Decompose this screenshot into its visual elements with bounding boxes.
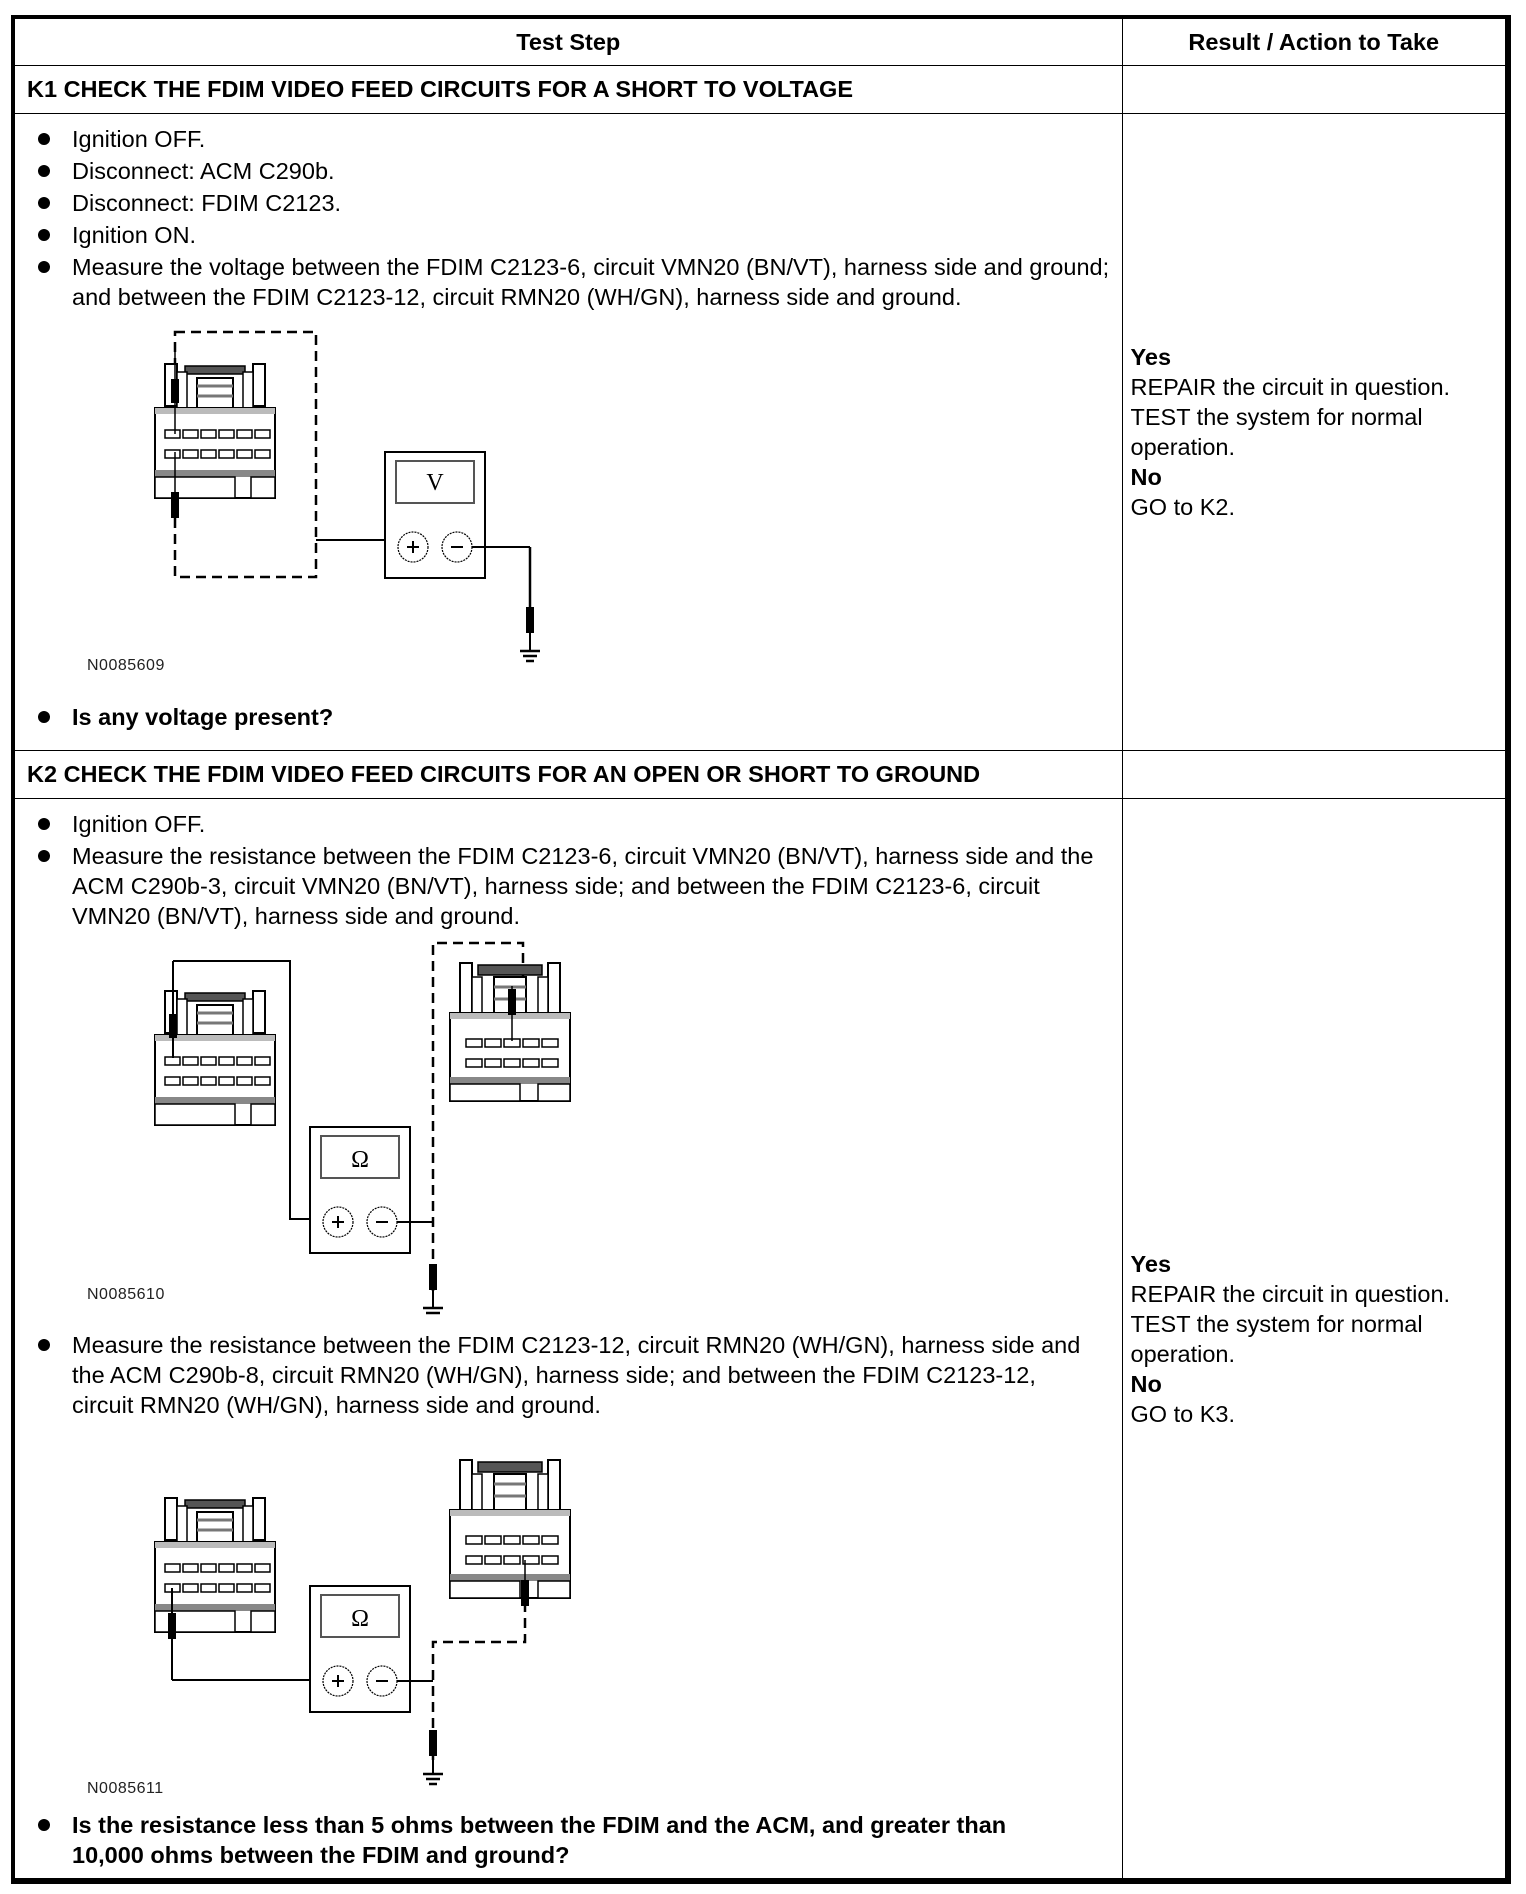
question-item: Is the resistance less than 5 ohms between the FDIM and the ACM, and greater than 10,000 ohms between the FDIM and ground?: [15, 1810, 1122, 1870]
result-no-label: No: [1130, 1370, 1162, 1397]
instruction-item: Measure the resistance between the FDIM C2123-6, circuit VMN20 (BN/VT), harness side and the ACM C290b-3, circuit VMN20 (BN/VT), harness side; and between the FDIM C2123-6, circuit VMN20 (BN/VT), harness side and ground.: [15, 841, 1122, 931]
step-k1-body: [15, 114, 1122, 751]
result-no-label: No: [1130, 464, 1162, 490]
step-k1-body-row: [15, 114, 1505, 751]
instruction-item: Ignition OFF.: [15, 809, 1122, 839]
result-yes-label: Yes: [1130, 344, 1172, 370]
diagnostic-test-table: [11, 15, 1511, 1884]
ground-icon: [423, 1730, 443, 1784]
step-k1-title-result-blank: [1122, 66, 1505, 114]
instruction-item: Disconnect: ACM C290b.: [15, 156, 1122, 186]
instruction-item: Measure the resistance between the FDIM C2123-12, circuit RMN20 (WH/GN), harness side and the ACM C290b-8, circuit RMN20 (WH/GN), harness side; and between the FDIM C2123-12, circuit RMN20 (WH/GN), harness side and ground.: [15, 1330, 1122, 1420]
svg-text:Ω: Ω: [351, 1147, 369, 1173]
step-k2-body-row: [15, 799, 1505, 1879]
result-no-action: GO to K3.: [1130, 1400, 1235, 1427]
pinpoint-test-table: [15, 19, 1505, 1878]
svg-text:Ω: Ω: [351, 1606, 369, 1632]
instruction-item: Disconnect: FDIM C2123.: [15, 188, 1122, 218]
table-header-row: [15, 19, 1505, 66]
fdim-connector-icon: [450, 963, 570, 1101]
step-k2-instructions-a: [15, 809, 1122, 931]
resistance-test-schematic-b: [15, 1420, 635, 1810]
step-k2-result: [1122, 799, 1505, 1879]
ohmmeter-icon: [310, 1127, 410, 1253]
header-result-action: Result / Action to Take: [1122, 19, 1505, 66]
instruction-item: Ignition OFF.: [15, 124, 1122, 154]
step-k1-title-row: [15, 66, 1505, 114]
result-yes-action: TEST the system for normal operation.: [1130, 404, 1423, 460]
step-k1-result: [1122, 114, 1505, 751]
instruction-item: Measure the voltage between the FDIM C2123-6, circuit VMN20 (BN/VT), harness side and ground; and between the FDIM C2123-12, circuit RMN20 (WH/GN), harness side and ground.: [15, 252, 1122, 312]
step-k1-instructions: [15, 124, 1122, 312]
question-item: Is any voltage present?: [15, 702, 1122, 732]
ohmmeter-icon: [310, 1586, 410, 1712]
fdim-connector-icon: [450, 1460, 570, 1598]
k1-wiring-diagram: [15, 312, 1122, 702]
ground-icon: [423, 1264, 443, 1316]
step-k2-question: [15, 1810, 1122, 1870]
step-k2-title-result-blank: [1122, 751, 1505, 799]
k2-wiring-diagram-b: [15, 1420, 1122, 1810]
figure-id: N0085609: [87, 657, 165, 674]
result-no-action: GO to K2.: [1130, 494, 1235, 520]
figure-id: N0085611: [87, 1780, 164, 1797]
header-test-step: Test Step: [15, 19, 1122, 66]
svg-text:V: V: [426, 470, 444, 496]
step-k1-title: K1 CHECK THE FDIM VIDEO FEED CIRCUITS FOR A SHORT TO VOLTAGE: [15, 66, 1122, 114]
ground-icon: [520, 607, 540, 661]
step-k1-question: [15, 702, 1122, 732]
k2-wiring-diagram-a: [15, 931, 1122, 1316]
step-k2-body: [15, 799, 1122, 1879]
result-yes-action: TEST the system for normal operation.: [1130, 1310, 1423, 1367]
result-yes-action: REPAIR the circuit in question.: [1130, 374, 1451, 400]
result-yes-action: REPAIR the circuit in question.: [1130, 1280, 1451, 1307]
step-k2-title-row: [15, 751, 1505, 799]
step-k2-title: K2 CHECK THE FDIM VIDEO FEED CIRCUITS FOR AN OPEN OR SHORT TO GROUND: [15, 751, 1122, 799]
result-yes-label: Yes: [1130, 1250, 1172, 1277]
step-k2-instructions-b: [15, 1330, 1122, 1420]
resistance-test-schematic-a: [15, 931, 635, 1316]
figure-id: N0085610: [87, 1286, 165, 1303]
instruction-item: Ignition ON.: [15, 220, 1122, 250]
voltage-test-schematic: [15, 312, 615, 702]
